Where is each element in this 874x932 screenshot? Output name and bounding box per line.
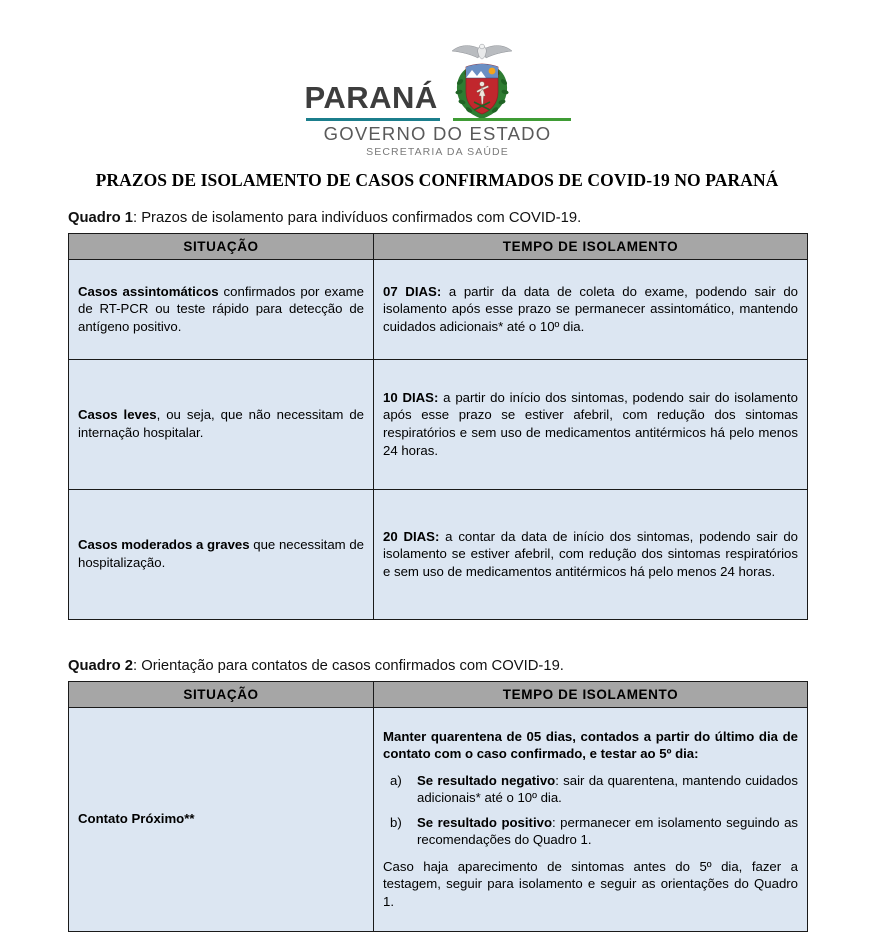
- logo-government-line: GOVERNO DO ESTADO: [323, 123, 552, 144]
- cell-tempo: [374, 490, 808, 620]
- cell-tempo: [374, 708, 808, 932]
- cell-situacao: [69, 360, 374, 490]
- quarantine-outcome-list: [383, 772, 798, 849]
- cell-situacao: [69, 260, 374, 360]
- government-logo: [0, 40, 874, 158]
- quadro2-caption-text: : Orientação para contatos de casos confirmados com COVID-19.: [132, 658, 564, 674]
- outcome-term: Se resultado negativo: [417, 772, 556, 788]
- logo-rule-teal: [306, 118, 440, 121]
- quadro1-caption: [68, 210, 581, 226]
- situacao-detail: que necessitam de hospitalização.: [78, 537, 364, 570]
- list-item: [417, 772, 798, 807]
- symptom-onset-note: Caso haja aparecimento de sintomas antes do 5º dia, fazer a testagem, seguir para isolamento e seguir as orientações do Quadro 1.: [383, 858, 798, 909]
- tempo-detail: a contar da data de início dos sintomas, podendo sair do isolamento se estiver afebril, com redução dos sintomas respiratórios e sem uso de medicamentos antitérmicos há pelo menos 24 horas.: [383, 528, 798, 579]
- situacao-term: Casos assintomáticos: [78, 283, 219, 299]
- cell-situacao: [69, 490, 374, 620]
- situacao-term: Contato Próximo**: [78, 811, 195, 827]
- table-row: [69, 260, 808, 360]
- outcome-detail: : permanecer em isolamento seguindo as recomendações do Quadro 1.: [417, 814, 799, 848]
- cell-situacao: [69, 708, 374, 932]
- situacao-detail: , ou seja, que não necessitam de internação hospitalar.: [78, 407, 364, 440]
- tempo-term: 20 DIAS:: [383, 528, 440, 544]
- tempo-detail: a partir da data de coleta do exame, podendo sair do isolamento após esse prazo se permanecer assintomático, mantendo cuidados adicionais* até o 10º dia.: [383, 283, 798, 334]
- column-header-tempo: TEMPO DE ISOLAMENTO: [374, 234, 808, 260]
- situacao-term: Casos leves: [78, 407, 157, 423]
- column-header-situacao: SITUAÇÃO: [69, 682, 374, 708]
- tempo-detail: a partir do início dos sintomas, podendo sair do isolamento após esse prazo se estiver afebril, com redução dos sintomas respiratórios e sem uso de medicamentos antitérmicos há pelo menos 24 horas.: [383, 389, 798, 458]
- tempo-term: 07 DIAS:: [383, 283, 442, 299]
- outcome-term: Se resultado positivo: [417, 814, 553, 830]
- cell-tempo: [374, 360, 808, 490]
- quadro2-table: [68, 681, 808, 932]
- quadro1-caption-text: : Prazos de isolamento para indivíduos confirmados com COVID-19.: [132, 210, 582, 226]
- cell-tempo: [374, 260, 808, 360]
- table-header-row: [69, 234, 808, 260]
- quadro1-table: [68, 233, 808, 620]
- table-row: [69, 490, 808, 620]
- parana-coat-of-arms-icon: [448, 40, 516, 124]
- column-header-situacao: SITUAÇÃO: [69, 234, 374, 260]
- column-header-tempo: TEMPO DE ISOLAMENTO: [374, 682, 808, 708]
- quadro2-caption: [68, 658, 564, 674]
- table-row: [69, 360, 808, 490]
- outcome-detail: : sair da quarentena, mantendo cuidados adicionais* até o 10º dia.: [417, 772, 798, 806]
- situacao-detail: confirmados por exame de RT-PCR ou teste rápido para detecção de antígeno positivo.: [78, 283, 364, 334]
- situacao-term: Casos moderados a graves: [78, 537, 250, 553]
- table-row: [69, 708, 808, 932]
- list-item: [417, 814, 798, 849]
- quadro2-caption-label: Quadro 2: [68, 658, 133, 674]
- page-title: PRAZOS DE ISOLAMENTO DE CASOS CONFIRMADOS DE COVID-19 NO PARANÁ: [95, 170, 779, 190]
- logo-state-name: PARANÁ: [304, 80, 438, 115]
- table-header-row: [69, 682, 808, 708]
- logo-rule-green: [453, 118, 571, 121]
- tempo-term: 10 DIAS:: [383, 389, 439, 405]
- quadro1-caption-label: Quadro 1: [68, 210, 133, 226]
- logo-secretariat-line: SECRETARIA DA SAÚDE: [366, 146, 509, 158]
- quarantine-lead-text: Manter quarentena de 05 dias, contados a partir do último dia de contato com o caso confirmado, e testar ao 5º dia:: [383, 728, 798, 762]
